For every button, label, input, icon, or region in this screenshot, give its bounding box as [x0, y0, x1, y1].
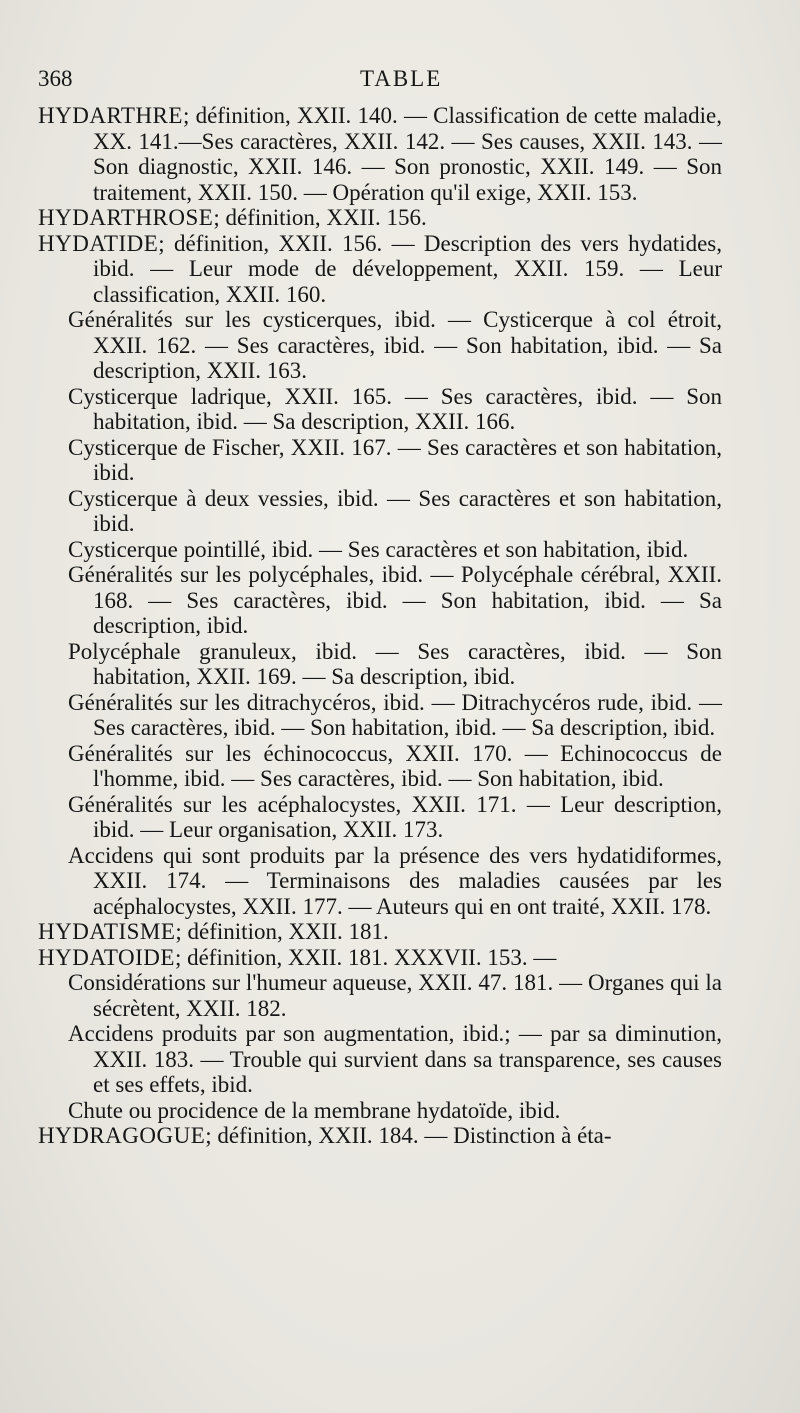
entry-headword: HYDATOIDE: [38, 944, 175, 970]
entry-text: ; définition, XXII. 181. XXXVII. 153. —: [174, 944, 557, 970]
index-entry: [38, 919, 722, 945]
index-entry: [38, 945, 722, 971]
index-entry: [38, 1123, 722, 1149]
sub-entry: Considérations sur l'humeur aqueuse, XXII. 47. 181. — Organes qui la sécrètent, XXII. 182.: [68, 970, 722, 1021]
index-entry: [38, 205, 722, 231]
sub-entry: Généralités sur les acéphalocystes, XXII. 171. — Leur description, ibid. — Leur organisation, XXII. 173.: [68, 791, 722, 842]
entry-text: ; définition, XXII. 156. — Description des vers hydatides, ibid. — Leur mode de développement, XXII. 159. — Leur classification, XXII. 160.: [93, 230, 722, 307]
entry-headword: HYDATIDE: [38, 230, 159, 256]
sub-entry: Cysticerque à deux vessies, ibid. — Ses caractères et son habitation, ibid.: [68, 485, 722, 536]
sub-entry: Accidens qui sont produits par la présence des vers hydatidiformes, XXII. 174. — Terminaisons des maladies causées par les acéphalocystes, XXII. 177. — Auteurs qui en ont traité, XXII. 178.: [68, 842, 722, 919]
sub-entry: Généralités sur les polycéphales, ibid. — Polycéphale cérébral, XXII. 168. — Ses caractères, ibid. — Son habitation, ibid. — Sa description, ibid.: [68, 562, 722, 638]
sub-entry: Cysticerque pointillé, ibid. — Ses caractères et son habitation, ibid.: [68, 536, 689, 562]
entry-headword: HYDARTHROSE: [38, 205, 214, 230]
page-number: 368: [38, 66, 73, 91]
sub-entry: Généralités sur les échinococcus, XXII. 170. — Echinococcus de l'homme, ibid. — Ses caractères, ibid. — Son habitation, ibid.: [68, 740, 722, 791]
sub-entry: Cysticerque ladrique, XXII. 165. — Ses caractères, ibid. — Son habitation, ibid. — Sa description, XXII. 166.: [68, 383, 722, 434]
entry-text: ; définition, XXII. 184. — Distinction à éta-: [205, 1123, 612, 1148]
sub-entry: Généralités sur les ditrachycéros, ibid. — Ditrachycéros rude, ibid. — Ses caractères, ibid. — Son habitation, ibid. — Sa description, ibid.: [68, 689, 722, 740]
entry-text: ; définition, XXII. 181.: [175, 919, 389, 944]
sub-entry: Chute ou procidence de la membrane hydatoïde, ibid.: [68, 1097, 561, 1123]
entry-headword: HYDRAGOGUE: [38, 1123, 206, 1148]
sub-entry: Accidens produits par son augmentation, ibid.; — par sa diminution, XXII. 183. — Trouble qui survient dans sa transparence, ses causes et ses effets, ibid.: [68, 1021, 722, 1097]
sub-entry: Cysticerque de Fischer, XXII. 167. — Ses caractères et son habitation, ibid.: [68, 434, 722, 485]
index-entry: [38, 103, 722, 205]
page-header: [38, 66, 718, 98]
entry-text: ; définition, XXII. 156.: [213, 205, 427, 230]
sub-entry: Généralités sur les cysticerques, ibid. — Cysticerque à col étroit, XXII. 162. — Ses caractères, ibid. — Son habitation, ibid. — Sa description, XXII. 163.: [68, 307, 722, 383]
index-entries: [38, 103, 722, 1149]
sub-entry: Polycéphale granuleux, ibid. — Ses caractères, ibid. — Son habitation, XXII. 169. — Sa description, ibid.: [68, 638, 722, 689]
entry-text: ; définition, XXII. 140. — Classification de cette maladie, XX. 141.—Ses caractères, XXII. 142. — Ses causes, XXII. 143. — Son diagnostic, XXII. 146. — Son pronostic, XXII. 149. — Son traitement, XXII. 150. — Opération qu'il exige, XXII. 153.: [93, 103, 722, 205]
entry-headword: HYDARTHRE: [38, 103, 183, 128]
running-title: TABLE: [360, 66, 443, 91]
index-entry: [38, 231, 722, 308]
entry-headword: HYDATISME: [38, 919, 176, 944]
